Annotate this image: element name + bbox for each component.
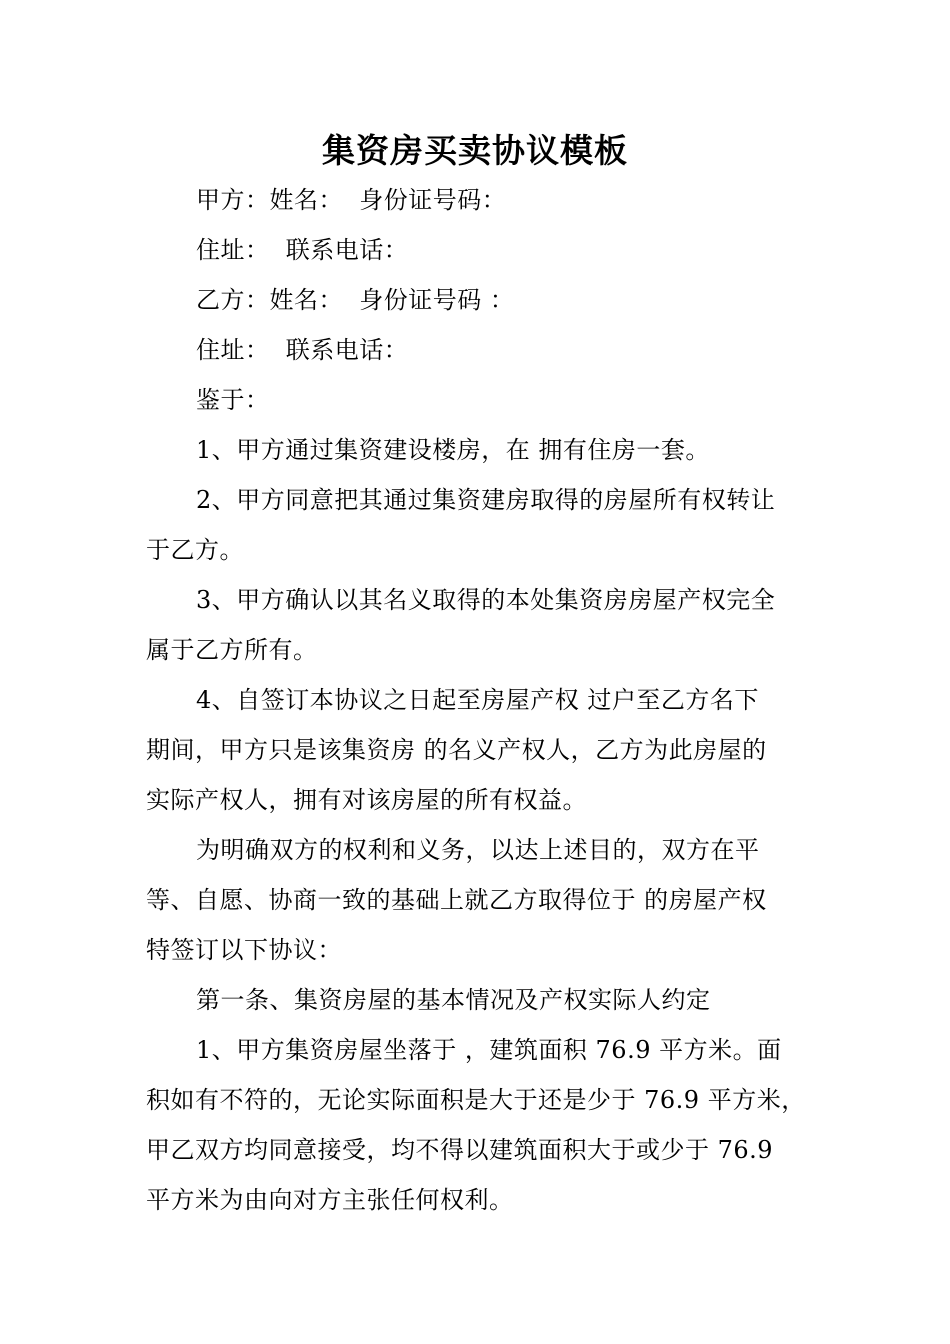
document-line: 住址： 联系电话： bbox=[196, 236, 409, 264]
document-line: 于乙方。 bbox=[146, 536, 244, 564]
document-line: 属于乙方所有。 bbox=[146, 636, 318, 664]
document-line: 实际产权人，拥有对该房屋的所有权益。 bbox=[146, 786, 587, 814]
document-line: 为明确双方的权利和义务，以达上述目的，双方在平 bbox=[196, 836, 760, 864]
document-line: 1、甲方通过集资建设楼房，在 拥有住房一套。 bbox=[196, 436, 710, 464]
document-title: 集资房买卖协议模板 bbox=[322, 131, 628, 170]
document-line: 鉴于： bbox=[196, 386, 270, 414]
document-line: 第一条、集资房屋的基本情况及产权实际人约定 bbox=[196, 986, 711, 1014]
document-line: 平方米为由向对方主张任何权利。 bbox=[146, 1186, 514, 1214]
document-line: 积如有不符的，无论实际面积是大于还是少于 76.9 平方米， bbox=[146, 1086, 806, 1114]
document-line: 期间，甲方只是该集资房 的名义产权人，乙方为此房屋的 bbox=[146, 736, 767, 764]
document-line: 1、甲方集资房屋坐落于 ，建筑面积 76.9 平方米。面 bbox=[196, 1036, 782, 1064]
document-line: 住址： 联系电话： bbox=[196, 336, 409, 364]
document-line: 等、自愿、协商一致的基础上就乙方取得位于 的房屋产权 bbox=[146, 886, 767, 914]
document-line: 4、自签订本协议之日起至房屋产权 过户至乙方名下 bbox=[196, 686, 759, 714]
document-line: 3、甲方确认以其名义取得的本处集资房房屋产权完全 bbox=[196, 586, 776, 614]
document-line: 特签订以下协议： bbox=[146, 936, 342, 964]
document-body bbox=[146, 175, 814, 1225]
document-line: 乙方：姓名： 身份证号码 ： bbox=[196, 286, 515, 314]
document-line: 甲乙双方均同意接受，均不得以建筑面积大于或少于 76.9 bbox=[146, 1136, 774, 1164]
document-line: 2、甲方同意把其通过集资建房取得的房屋所有权转让 bbox=[196, 486, 776, 514]
document-line: 甲方：姓名： 身份证号码： bbox=[196, 186, 507, 214]
